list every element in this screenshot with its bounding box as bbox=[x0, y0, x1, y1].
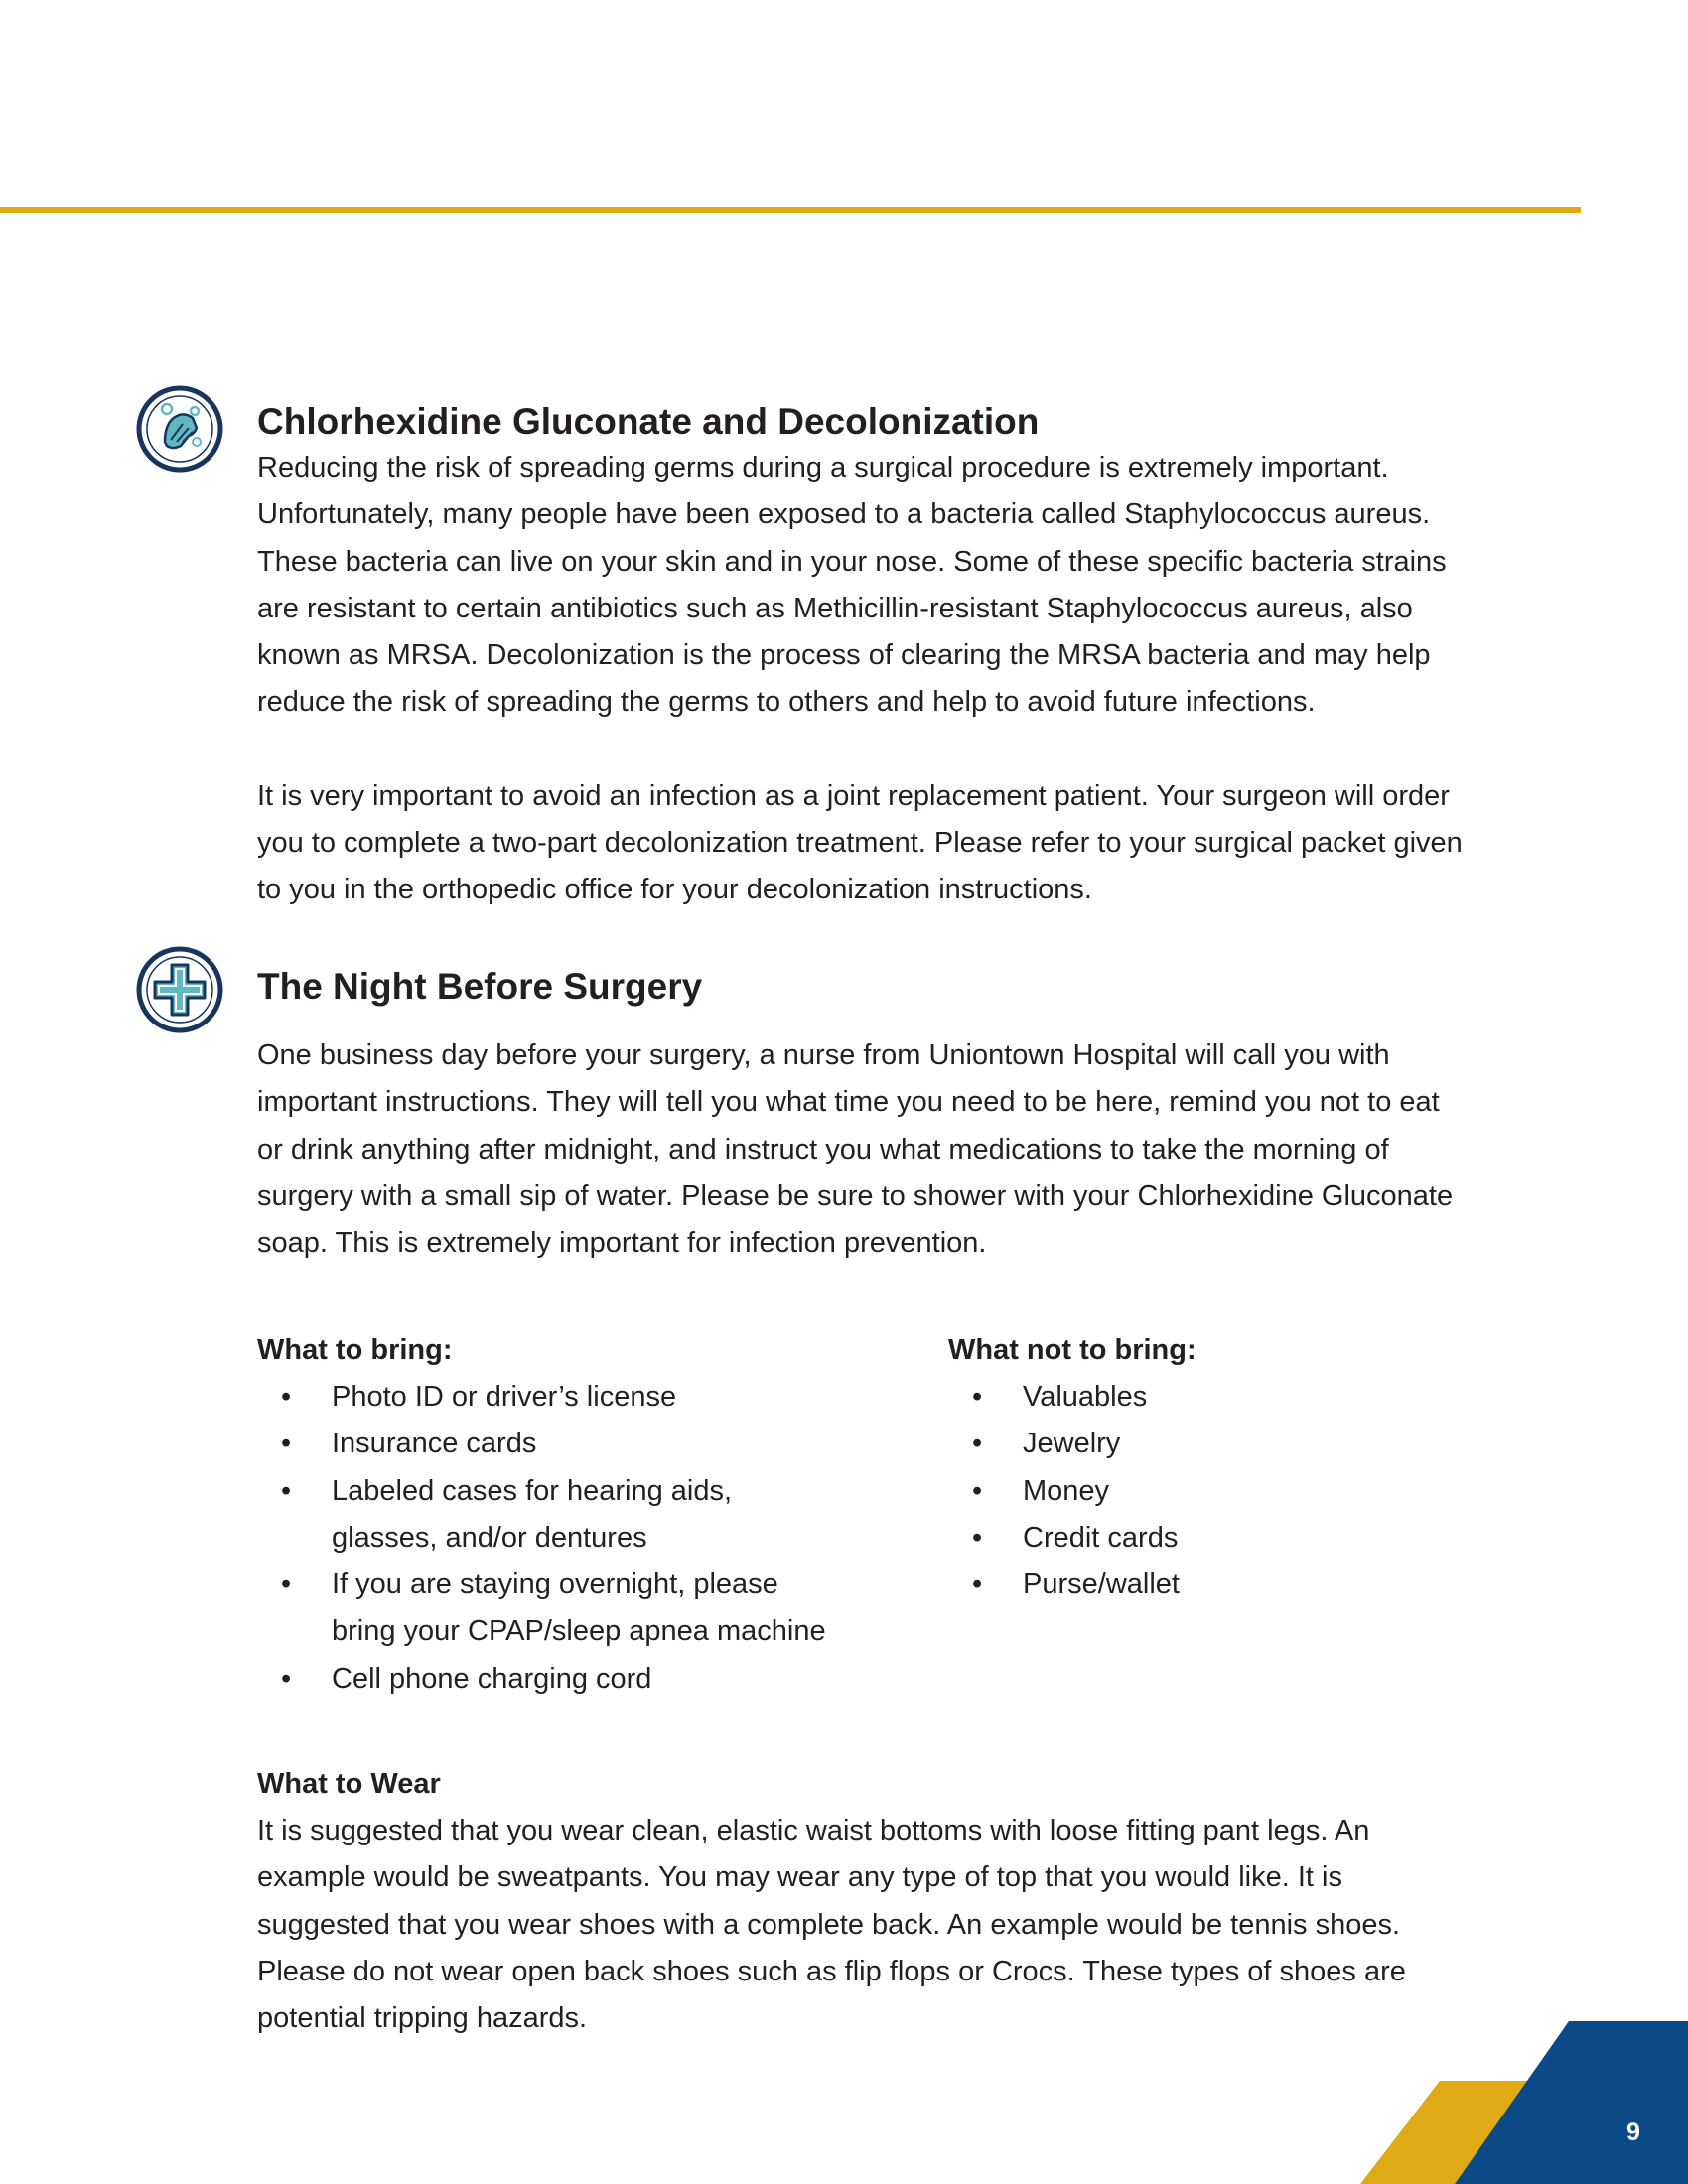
section-paragraph bbox=[257, 1808, 1568, 2042]
section-night-before bbox=[257, 964, 1568, 1267]
list-item: • Jewelry bbox=[948, 1421, 1544, 1467]
text-line: example would be sweatpants. You may wear any type of top that you would like. It is bbox=[257, 1861, 1342, 1894]
list-item: • Valuables bbox=[948, 1374, 1544, 1421]
page-number: 9 bbox=[1626, 2118, 1640, 2146]
text-line: Reducing the risk of spreading germs during a surgical procedure is extremely important. bbox=[257, 452, 1389, 483]
text-line: potential tripping hazards. bbox=[257, 2002, 588, 2035]
medical-cross-icon bbox=[135, 945, 224, 1034]
text-line: reduce the risk of spreading the germs to others and help to avoid future infections. bbox=[257, 686, 1316, 719]
text-line: Unfortunately, many people have been exposed to a bacteria called Staphylococcus aureus. bbox=[257, 498, 1431, 531]
not-bring-list bbox=[948, 1374, 1544, 1608]
list-heading: What to bring: bbox=[257, 1334, 453, 1366]
what-to-wear bbox=[257, 1761, 1568, 2042]
text-line: you to complete a two-part decolonization treatment. Please refer to your surgical packet given bbox=[257, 827, 1463, 860]
list-item: • Money bbox=[948, 1468, 1544, 1515]
list-item-text: • Cell phone charging cord bbox=[332, 1662, 652, 1695]
handwashing-icon bbox=[135, 384, 224, 474]
corner-decoration bbox=[1331, 2021, 1688, 2184]
what-to-bring bbox=[257, 1327, 932, 1703]
text-line: suggested that you wear shoes with a complete back. An example would be tennis shoes. bbox=[257, 1908, 1401, 1941]
list-item-text: bring your CPAP/sleep apnea machine bbox=[332, 1615, 826, 1648]
list-heading: What to Wear bbox=[257, 1768, 441, 1800]
section-paragraph bbox=[257, 1032, 1568, 1267]
text-line: or drink anything after midnight, and instruct you what medications to take the morning of bbox=[257, 1133, 1389, 1165]
list-item bbox=[257, 1562, 932, 1656]
text-line: important instructions. They will tell you what time you need to be here, remind you not to eat bbox=[257, 1086, 1440, 1119]
text-line: known as MRSA. Decolonization is the process of clearing the MRSA bacteria and may help bbox=[257, 639, 1431, 672]
what-not-to-bring bbox=[948, 1327, 1544, 1608]
list-heading: What not to bring: bbox=[948, 1334, 1196, 1366]
text-line: It is suggested that you wear clean, elastic waist bottoms with loose fitting pant legs. An bbox=[257, 1815, 1370, 1846]
list-item bbox=[257, 1374, 932, 1421]
text-line: It is very important to avoid an infection as a joint replacement patient. Your surgeon will order bbox=[257, 779, 1450, 812]
list-item-text: • Labeled cases for hearing aids, bbox=[332, 1474, 733, 1507]
section-paragraph bbox=[257, 445, 1568, 727]
list-item: • Purse/wallet bbox=[948, 1562, 1544, 1608]
list-item bbox=[257, 1421, 932, 1467]
bring-list bbox=[257, 1374, 932, 1703]
section-decolonization bbox=[257, 399, 1568, 914]
list-item-text: glasses, and/or dentures bbox=[332, 1521, 647, 1554]
top-divider bbox=[0, 207, 1581, 213]
list-item-text: • If you are staying overnight, please bbox=[332, 1569, 778, 1601]
text-line: surgery with a small sip of water. Please be sure to shower with your Chlorhexidine Gluconate bbox=[257, 1179, 1454, 1212]
text-line: Please do not wear open back shoes such as flip flops or Crocs. These types of shoes are bbox=[257, 1955, 1406, 1987]
section-paragraph bbox=[257, 773, 1568, 914]
list-item bbox=[257, 1468, 932, 1563]
text-line: to you in the orthopedic office for your decolonization instructions. bbox=[257, 874, 1092, 906]
text-line: are resistant to certain antibiotics such as Methicillin-resistant Staphylococcus aureus, also bbox=[257, 592, 1413, 624]
list-item-text: • Insurance cards bbox=[332, 1428, 537, 1460]
text-line: These bacteria can live on your skin and in your nose. Some of these specific bacteria strains bbox=[257, 545, 1447, 578]
text-line: soap. This is extremely important for infection prevention. bbox=[257, 1227, 987, 1260]
list-item bbox=[257, 1656, 932, 1703]
text-line: One business day before your surgery, a nurse from Uniontown Hospital will call you with bbox=[257, 1039, 1390, 1071]
list-item: • Credit cards bbox=[948, 1515, 1544, 1562]
list-item-text: • Photo ID or driver’s license bbox=[332, 1381, 677, 1413]
section-title: Chlorhexidine Gluconate and Decolonization bbox=[257, 401, 1040, 442]
section-title: The Night Before Surgery bbox=[257, 966, 703, 1007]
